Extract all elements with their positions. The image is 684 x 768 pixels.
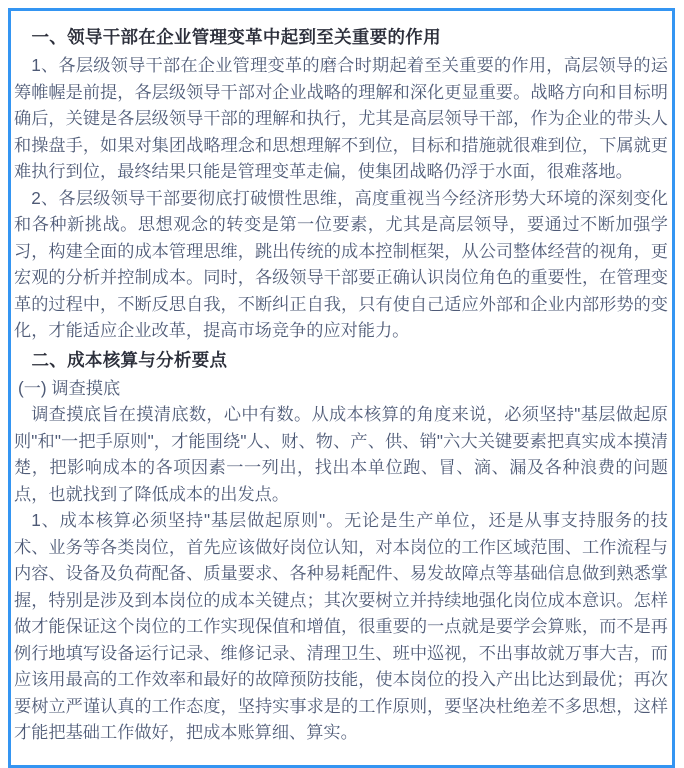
section-1-title: 一、领导干部在企业管理变革中起到至关重要的作用 bbox=[31, 27, 441, 47]
subsection-heading: (一) 调查摸底 bbox=[18, 377, 121, 398]
document-frame bbox=[8, 8, 675, 768]
section-cost-accounting bbox=[14, 346, 668, 746]
section-2-paragraph-2: 1、成本核算必须坚持"基层做起原则"。无论是生产单位，还是从事支持服务的技术、业务等各类岗位，首先应该做好岗位认知，对本岗位的工作区域范围、工作流程与内容、设备及负荷配备、质量要求、各种易耗配件、易发故障点等基础信息做到熟悉掌握，特别是涉及到本岗位的成本关键点；其次要树立并持续地强化岗位成本意识。怎样做才能保证这个岗位的工作实现保值和增值，很重要的一点就是要学会算账，而不是再例行地填写设备运行记录、维修记录、清理卫生、班中巡视，不出事故就万事大吉，而应该用最高的工作效率和最好的故障预防技能，使本岗位的投入产出比达到最优；再次要树立严谨认真的工作态度，坚持实事求是的工作原则，要坚决杜绝差不多思想，这样才能把基础工作做好，把成本账算细、算实。 bbox=[14, 510, 668, 742]
section-2-paragraph-1: 调查摸底旨在摸清底数，心中有数。从成本核算的角度来说，必须坚持"基层做起原则"和"一把手原则"，才能围绕"人、财、物、产、供、销"六大关键要素把真实成本摸清楚，把影响成本的各项因素一一列出，找出本单位跑、冒、滴、漏及各种浪费的问题点，也就找到了降低成本的出发点。 bbox=[14, 404, 668, 504]
section-leadership bbox=[14, 23, 668, 344]
section-1-paragraph-2: 2、各层级领导干部要彻底打破惯性思维，高度重视当今经济形势大环境的深刻变化和各种新挑战。思想观念的转变是第一位要素，尤其是高层领导，要通过不断加强学习，构建全面的成本管理思维，跳出传统的成本控制框架，从公司整体经营的视角，更宏观的分析并控制成本。同时，各级领导干部要正确认识岗位角色的重要性，在管理变革的过程中，不断反思自我，不断纠正自我，只有使自己适应外部和企业内部形势的变化，才能适应企业改革，提高市场竞争的应对能力。 bbox=[14, 187, 668, 340]
section-2-title: 二、成本核算与分析要点 bbox=[31, 349, 228, 370]
section-1-paragraph-1: 1、各层级领导干部在企业管理变革的磨合时期起着至关重要的作用，高层领导的运筹帷幄是前提，各层级领导干部对企业战略的理解和深化更显重要。战略方向和目标明确后，关键是各层级领导干部的理解和执行，尤其是高层领导干部，作为企业的带头人和操盘手，如果对集团战略理念和思想理解不到位，目标和措施就很难到位，下属就更难执行到位，最终结果只能是管理变革走偏，使集团战略仍浮于水面，很难落地。 bbox=[14, 55, 668, 181]
